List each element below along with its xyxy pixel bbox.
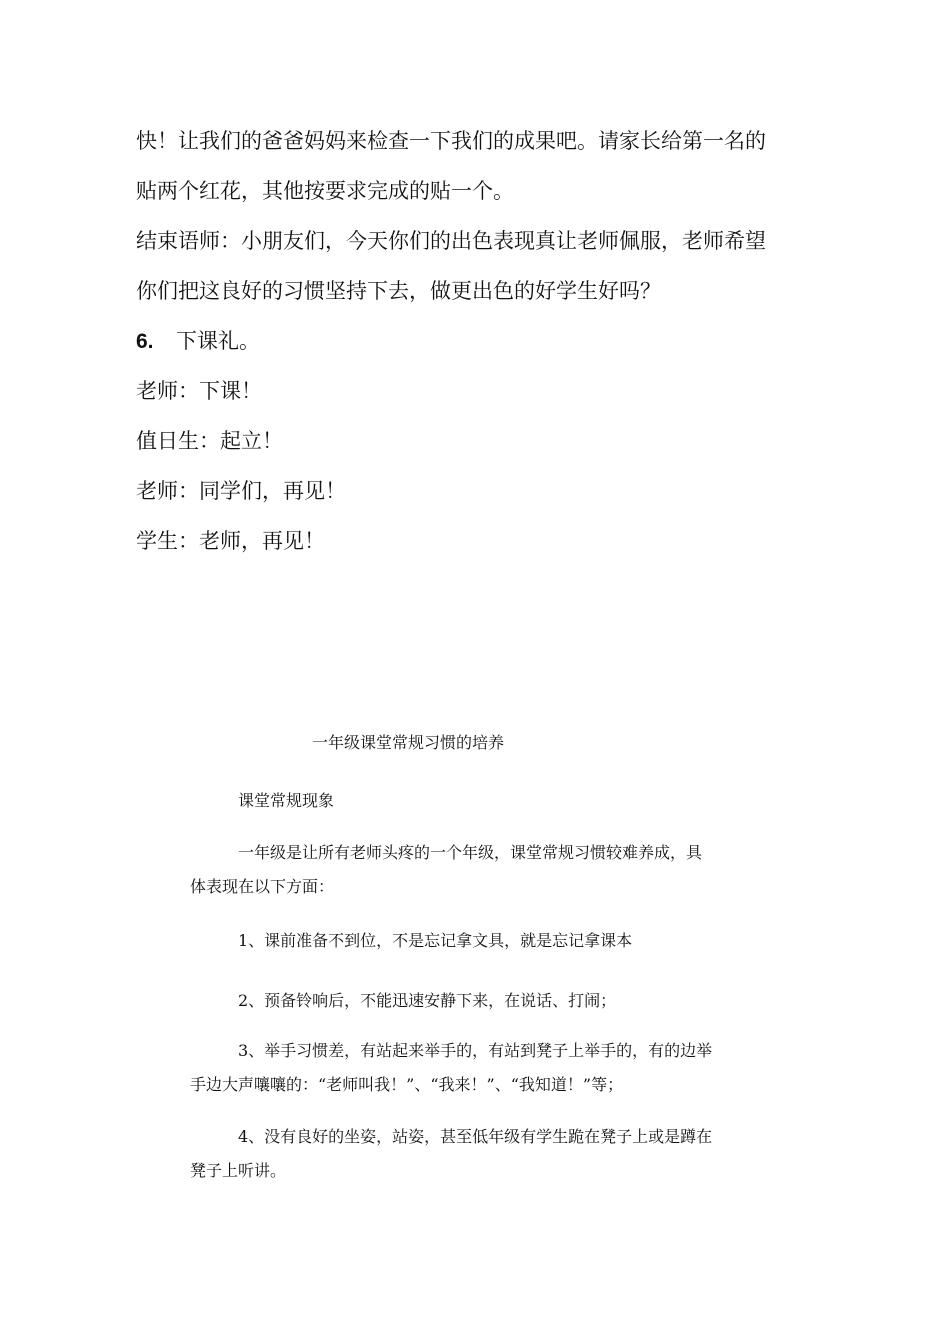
paragraph-line: 4、没有良好的坐姿，站姿，甚至低年级有学生跪在凳子上或是蹲在 <box>238 1127 713 1146</box>
dialogue-line: 值日生：起立！ <box>136 429 283 453</box>
paragraph-line: 体表现在以下方面： <box>190 877 335 896</box>
text-line: 贴两个红花，其他按要求完成的贴一个。 <box>136 179 514 203</box>
list-item <box>190 924 632 958</box>
paragraph-line: 凳子上听讲。 <box>190 1161 287 1180</box>
dialogue-line: 学生：老师，再见！ <box>136 529 325 553</box>
paragraph-line: 3、举手习惯差，有站起来举手的，有站到凳子上举手的，有的边举 <box>238 1041 713 1060</box>
article-subheading: 课堂常规现象 <box>238 791 335 810</box>
text-line: 快！让我们的爸爸妈妈来检查一下我们的成果吧。请家长给第一名的 <box>136 129 766 153</box>
paragraph-line: 一年级是让所有老师头疼的一个年级，课堂常规习惯较难养成，具 <box>238 843 703 862</box>
text-line: 你们把这良好的习惯坚持下去，做更出色的好学生好吗？ <box>136 279 661 303</box>
article-title: 一年级课堂常规习惯的培养 <box>312 733 505 752</box>
list-item <box>190 1034 712 1102</box>
step-label: 下课礼。 <box>176 329 260 353</box>
paragraph-line: 2、预备铃响后，不能迅速安静下来，在说话、打闹； <box>238 991 617 1010</box>
lesson-plan-section <box>136 122 816 572</box>
dialogue-line: 老师：同学们，再见！ <box>136 479 346 503</box>
paragraph-line: 手边大声嚷嚷的：“老师叫我！”、“我来！”、“我知道！”等； <box>190 1075 624 1094</box>
intro-paragraph <box>190 836 702 904</box>
paragraph-line: 1、课前准备不到位，不是忘记拿文具，就是忘记拿课本 <box>238 931 633 950</box>
step-number: 6. <box>136 330 154 353</box>
dialogue-line: 老师：下课！ <box>136 379 262 403</box>
step-heading <box>136 322 816 372</box>
list-item <box>190 984 616 1018</box>
list-item <box>190 1120 712 1188</box>
text-line: 结束语师：小朋友们，今天你们的出色表现真让老师佩服，老师希望 <box>136 229 766 253</box>
